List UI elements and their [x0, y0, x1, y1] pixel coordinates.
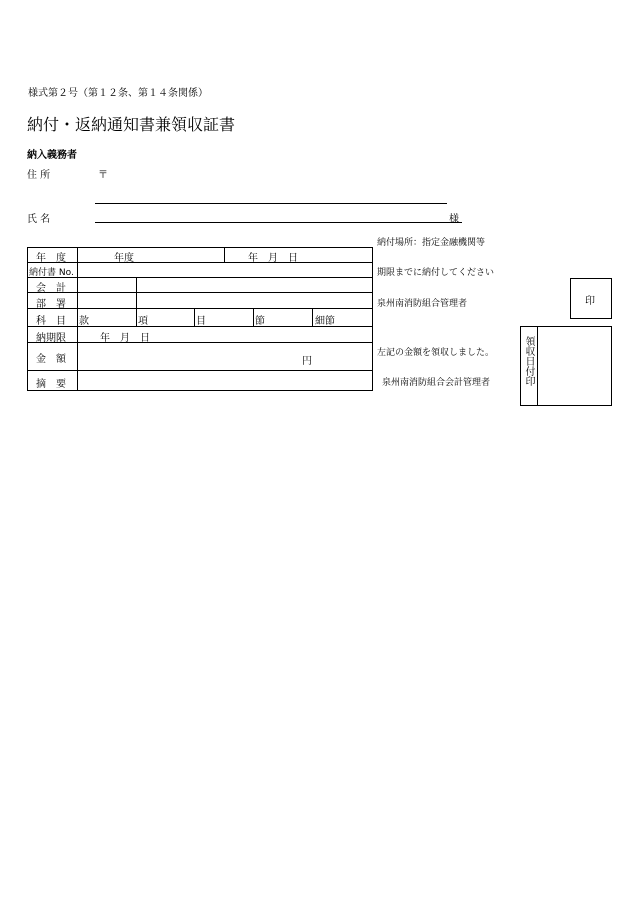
label-column-divider: [77, 247, 78, 391]
row-divider: [27, 262, 373, 263]
name-label: 氏 名: [27, 214, 51, 225]
account-label: 会 計: [36, 283, 66, 294]
name-line: [95, 222, 462, 223]
subject-divider: [194, 308, 195, 326]
summary-label: 摘 要: [36, 379, 66, 390]
subject-divider: [253, 308, 254, 326]
payer-section-label: 納入義務者: [27, 150, 77, 161]
row-divider: [27, 342, 373, 343]
received-note: 左記の金額を領収しました。: [377, 348, 495, 358]
row-divider: [27, 308, 373, 309]
year-row-divider: [224, 247, 225, 262]
moku-label: 目: [196, 316, 206, 327]
subject-label: 科 目: [36, 316, 66, 327]
payment-place: 納付場所：指定金融機関等: [377, 238, 486, 248]
amount-label: 金 額: [36, 354, 66, 365]
yen-unit: 円: [302, 356, 312, 367]
seal-mark: 印: [585, 296, 595, 307]
deadline-label: 納期限: [36, 333, 66, 344]
postal-mark: 〒: [98, 170, 108, 181]
subject-divider: [312, 308, 313, 326]
address-label: 住 所: [27, 170, 51, 181]
account-divider: [136, 277, 137, 308]
row-divider: [27, 277, 373, 278]
receipt-stamp-label: 領収日付印: [523, 336, 534, 386]
form-number: 様式第２号（第１２条、第１４条関係）: [28, 88, 208, 99]
setsu-label: 節: [255, 316, 265, 327]
row-divider: [27, 370, 373, 371]
address-line: [95, 203, 447, 204]
document-title: 納付・返納通知書兼領収証書: [27, 115, 236, 134]
kan-label: 款: [79, 316, 89, 327]
deadline-value: 年 月 日: [100, 333, 150, 344]
subject-divider: [136, 308, 137, 326]
department-label: 部 署: [36, 299, 66, 310]
deadline-note: 期限までに納付してください: [377, 268, 495, 278]
honorific: 様: [449, 214, 459, 225]
notice-number-label: 納付書 No.: [29, 268, 74, 278]
row-divider: [27, 292, 373, 293]
kou-label: 項: [138, 316, 148, 327]
fiscal-year-label: 年 度: [36, 253, 66, 264]
receipt-stamp-divider: [537, 326, 538, 406]
accountant-name: 泉州南消防組合会計管理者: [382, 378, 491, 388]
manager-name: 泉州南消防組合管理者: [377, 299, 468, 309]
fiscal-year-value: 年度: [114, 253, 134, 264]
issue-date: 年 月 日: [248, 253, 298, 264]
saimoku-label: 細節: [315, 316, 335, 327]
